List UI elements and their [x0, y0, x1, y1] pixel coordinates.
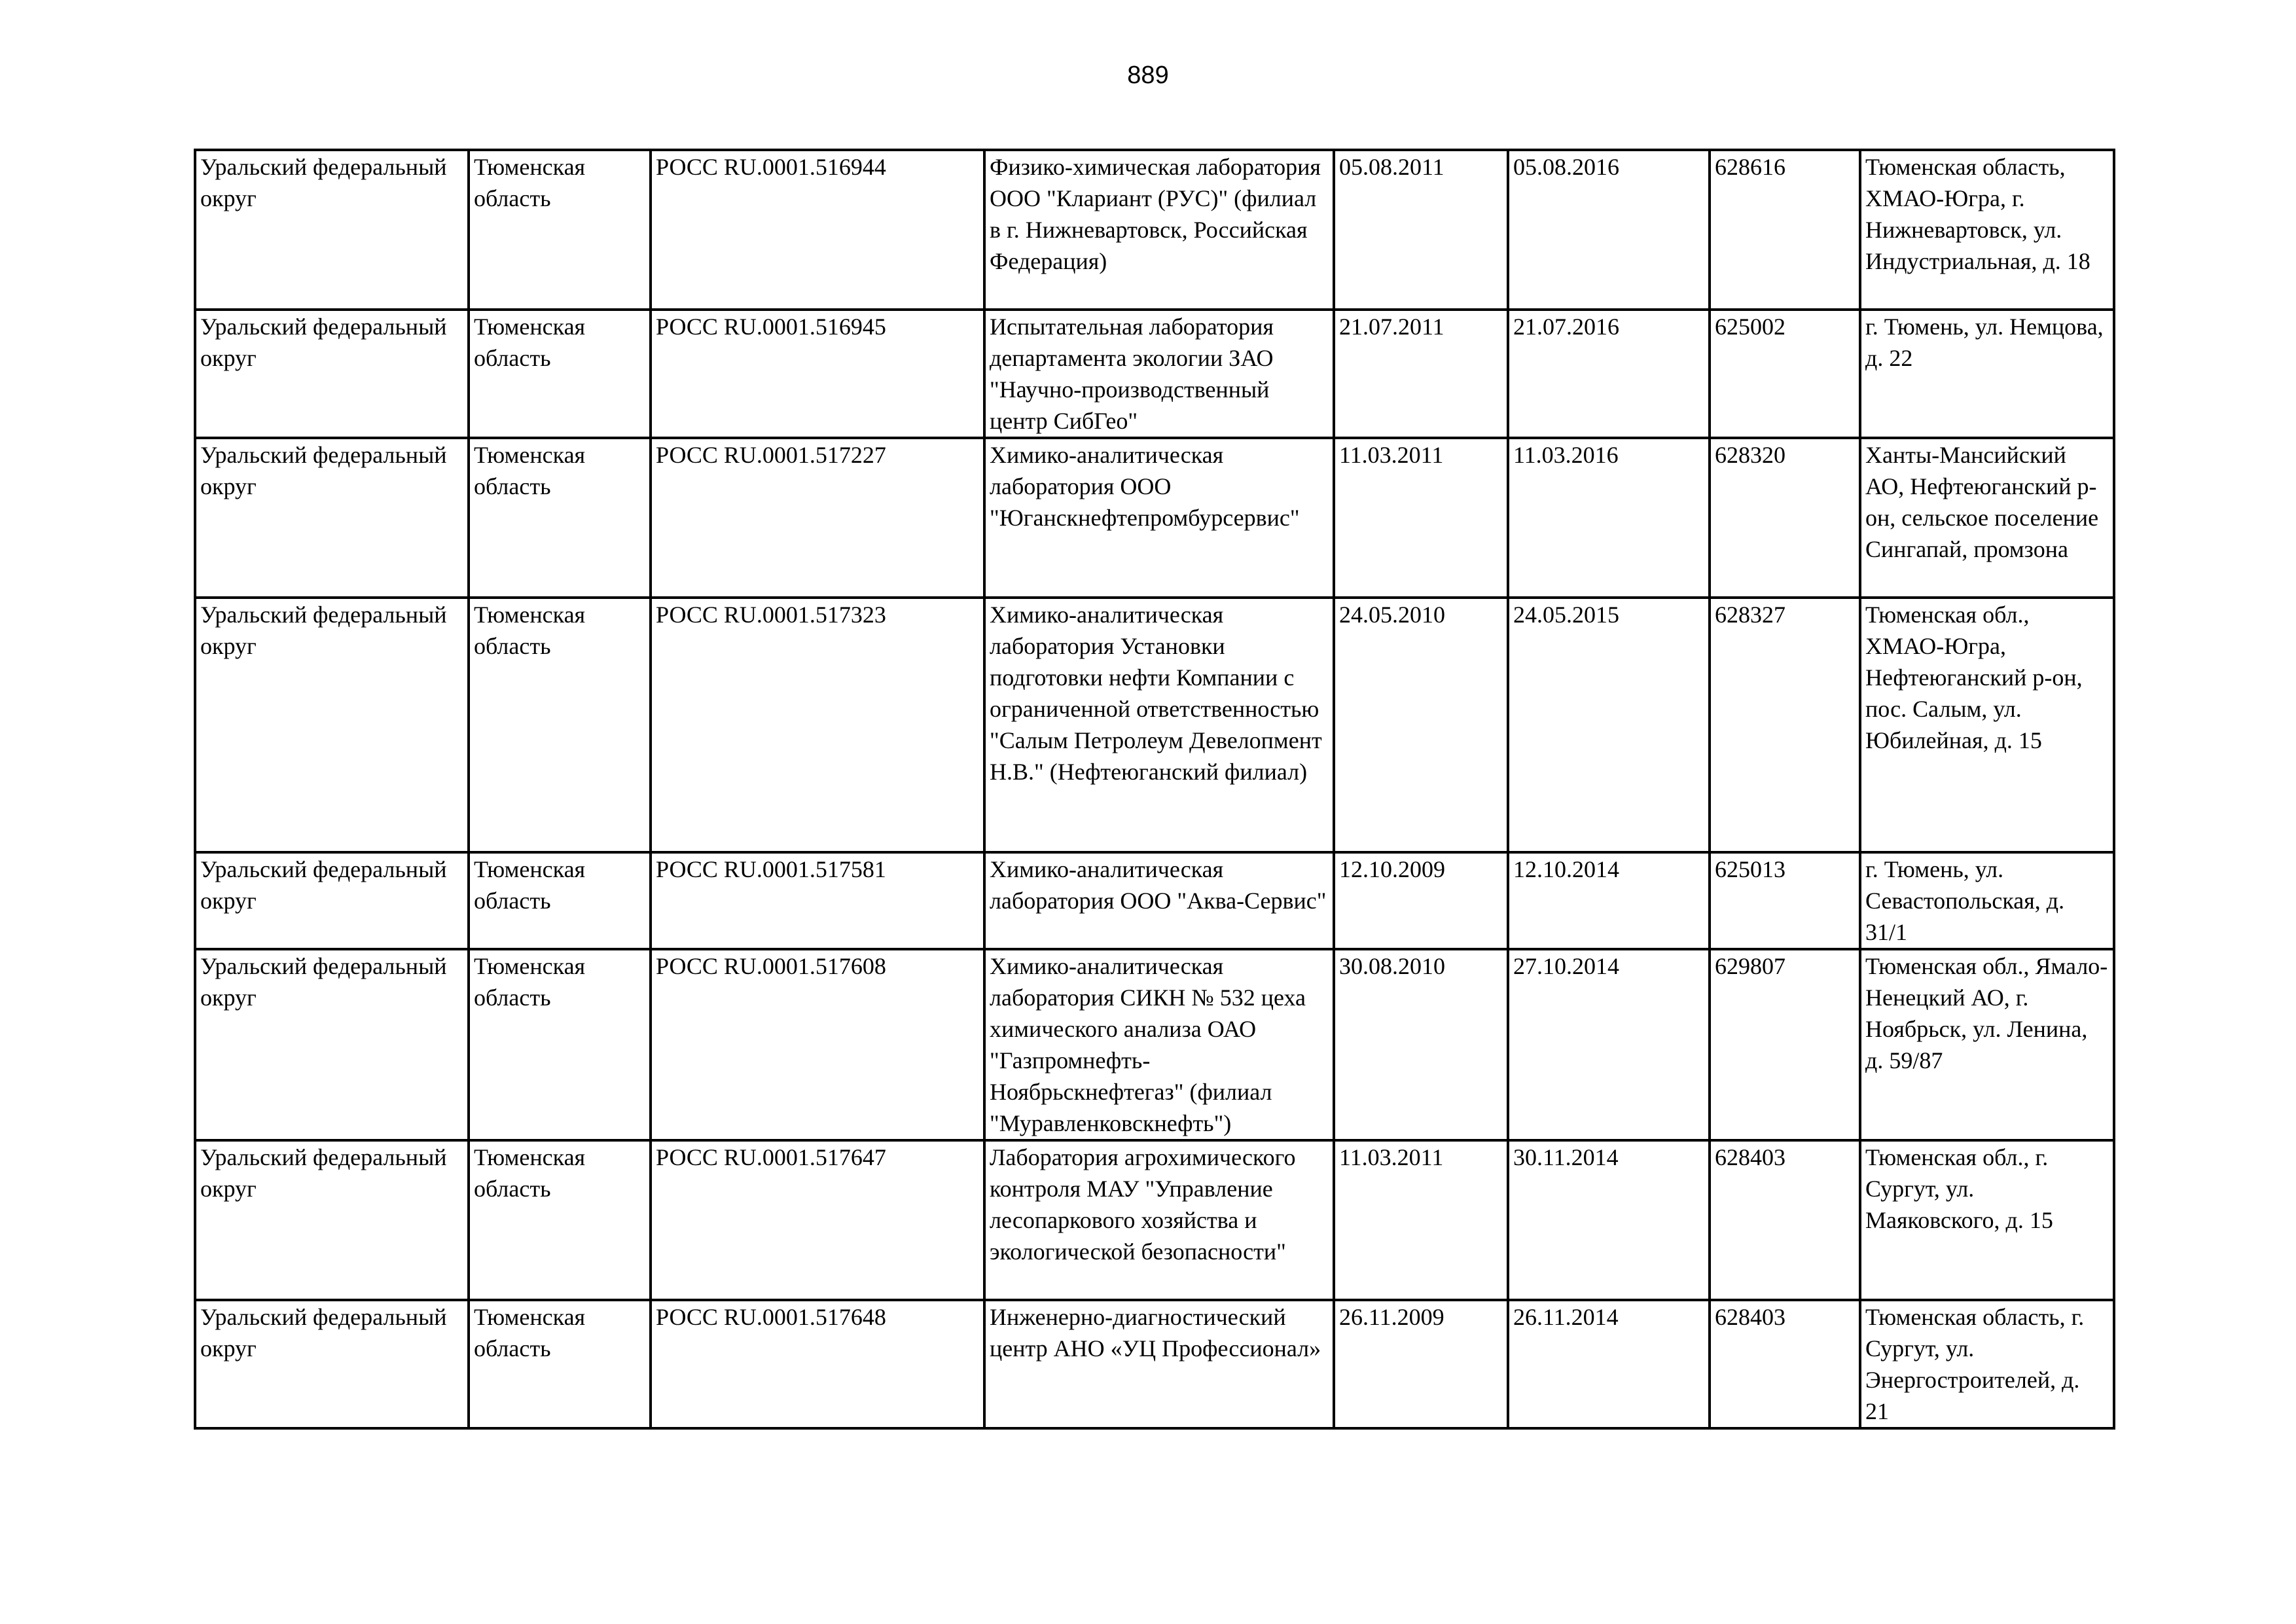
date-issued-cell: 21.07.2011 — [1334, 310, 1508, 438]
district-cell: Уральский федеральный округ — [195, 949, 469, 1140]
postal-code-cell: 628403 — [1710, 1140, 1860, 1300]
postal-code-cell: 628327 — [1710, 598, 1860, 852]
district-cell: Уральский федеральный округ — [195, 150, 469, 310]
date-issued-cell: 30.08.2010 — [1334, 949, 1508, 1140]
date-issued-cell: 11.03.2011 — [1334, 1140, 1508, 1300]
organization-cell: Химико-аналитическая лаборатория ООО "Аква-Сервис" — [984, 852, 1334, 949]
date-issued-cell: 11.03.2011 — [1334, 438, 1508, 598]
date-valid-until-cell: 30.11.2014 — [1508, 1140, 1710, 1300]
date-valid-until-cell: 27.10.2014 — [1508, 949, 1710, 1140]
date-valid-until-cell: 26.11.2014 — [1508, 1300, 1710, 1428]
accreditation-number-cell: РОСС RU.0001.517581 — [651, 852, 984, 949]
table-row — [195, 1300, 2114, 1428]
address-cell: Тюменская область, ХМАО-Югра, г. Нижневартовск, ул. Индустриальная, д. 18 — [1860, 150, 2114, 310]
district-cell: Уральский федеральный округ — [195, 1300, 469, 1428]
region-cell: Тюменская область — [469, 438, 651, 598]
region-cell: Тюменская область — [469, 598, 651, 852]
address-cell: Тюменская обл., Ямало-Ненецкий АО, г. Ноябрьск, ул. Ленина, д. 59/87 — [1860, 949, 2114, 1140]
postal-code-cell: 629807 — [1710, 949, 1860, 1140]
accreditation-number-cell: РОСС RU.0001.516944 — [651, 150, 984, 310]
accreditation-registry-table — [194, 149, 2115, 1430]
accreditation-number-cell: РОСС RU.0001.517608 — [651, 949, 984, 1140]
region-cell: Тюменская область — [469, 1300, 651, 1428]
organization-cell: Физико-химическая лаборатория ООО "Клариант (РУС)" (филиал в г. Нижневартовск, Российская Федерация) — [984, 150, 1334, 310]
region-cell: Тюменская область — [469, 1140, 651, 1300]
organization-cell: Инженерно-диагностический центр АНО «УЦ Профессионал» — [984, 1300, 1334, 1428]
postal-code-cell: 628403 — [1710, 1300, 1860, 1428]
region-cell: Тюменская область — [469, 310, 651, 438]
postal-code-cell: 628320 — [1710, 438, 1860, 598]
table-row — [195, 598, 2114, 852]
organization-cell: Химико-аналитическая лаборатория СИКН № 532 цеха химического анализа ОАО "Газпромнефть-Ноябрьскнефтегаз" (филиал "Муравленковскнефть") — [984, 949, 1334, 1140]
organization-cell: Химико-аналитическая лаборатория Установки подготовки нефти Компании с ограниченной ответственностью "Салым Петролеум Девелопмент Н.В." (Нефтеюганский филиал) — [984, 598, 1334, 852]
region-cell: Тюменская область — [469, 949, 651, 1140]
district-cell: Уральский федеральный округ — [195, 852, 469, 949]
address-cell: Тюменская область, г. Сургут, ул. Энергостроителей, д. 21 — [1860, 1300, 2114, 1428]
address-cell: Тюменская обл., ХМАО-Югра, Нефтеюганский р-он, пос. Салым, ул. Юбилейная, д. 15 — [1860, 598, 2114, 852]
region-cell: Тюменская область — [469, 150, 651, 310]
region-cell: Тюменская область — [469, 852, 651, 949]
address-cell: Тюменская обл., г. Сургут, ул. Маяковского, д. 15 — [1860, 1140, 2114, 1300]
table-row — [195, 852, 2114, 949]
date-valid-until-cell: 11.03.2016 — [1508, 438, 1710, 598]
table-row — [195, 949, 2114, 1140]
date-issued-cell: 12.10.2009 — [1334, 852, 1508, 949]
accreditation-number-cell: РОСС RU.0001.517648 — [651, 1300, 984, 1428]
table-row — [195, 150, 2114, 310]
table-row — [195, 438, 2114, 598]
organization-cell: Лаборатория агрохимического контроля МАУ "Управление лесопаркового хозяйства и экологической безопасности" — [984, 1140, 1334, 1300]
organization-cell: Испытательная лаборатория департамента экологии ЗАО "Научно-производственный центр СибГео" — [984, 310, 1334, 438]
date-issued-cell: 26.11.2009 — [1334, 1300, 1508, 1428]
address-cell: Ханты-Мансийский АО, Нефтеюганский р-он, сельское поселение Сингапай, промзона — [1860, 438, 2114, 598]
date-issued-cell: 05.08.2011 — [1334, 150, 1508, 310]
date-valid-until-cell: 21.07.2016 — [1508, 310, 1710, 438]
date-valid-until-cell: 24.05.2015 — [1508, 598, 1710, 852]
table-row — [195, 1140, 2114, 1300]
district-cell: Уральский федеральный округ — [195, 310, 469, 438]
table-row — [195, 310, 2114, 438]
district-cell: Уральский федеральный округ — [195, 438, 469, 598]
postal-code-cell: 625013 — [1710, 852, 1860, 949]
postal-code-cell: 625002 — [1710, 310, 1860, 438]
address-cell: г. Тюмень, ул. Севастопольская, д. 31/1 — [1860, 852, 2114, 949]
district-cell: Уральский федеральный округ — [195, 1140, 469, 1300]
accreditation-number-cell: РОСС RU.0001.517647 — [651, 1140, 984, 1300]
date-valid-until-cell: 05.08.2016 — [1508, 150, 1710, 310]
organization-cell: Химико-аналитическая лаборатория ООО "Юганскнефтепромбурсервис" — [984, 438, 1334, 598]
date-issued-cell: 24.05.2010 — [1334, 598, 1508, 852]
page-number: 889 — [1127, 62, 1169, 89]
district-cell: Уральский федеральный округ — [195, 598, 469, 852]
postal-code-cell: 628616 — [1710, 150, 1860, 310]
date-valid-until-cell: 12.10.2014 — [1508, 852, 1710, 949]
accreditation-number-cell: РОСС RU.0001.517323 — [651, 598, 984, 852]
accreditation-number-cell: РОСС RU.0001.517227 — [651, 438, 984, 598]
accreditation-number-cell: РОСС RU.0001.516945 — [651, 310, 984, 438]
address-cell: г. Тюмень, ул. Немцова, д. 22 — [1860, 310, 2114, 438]
